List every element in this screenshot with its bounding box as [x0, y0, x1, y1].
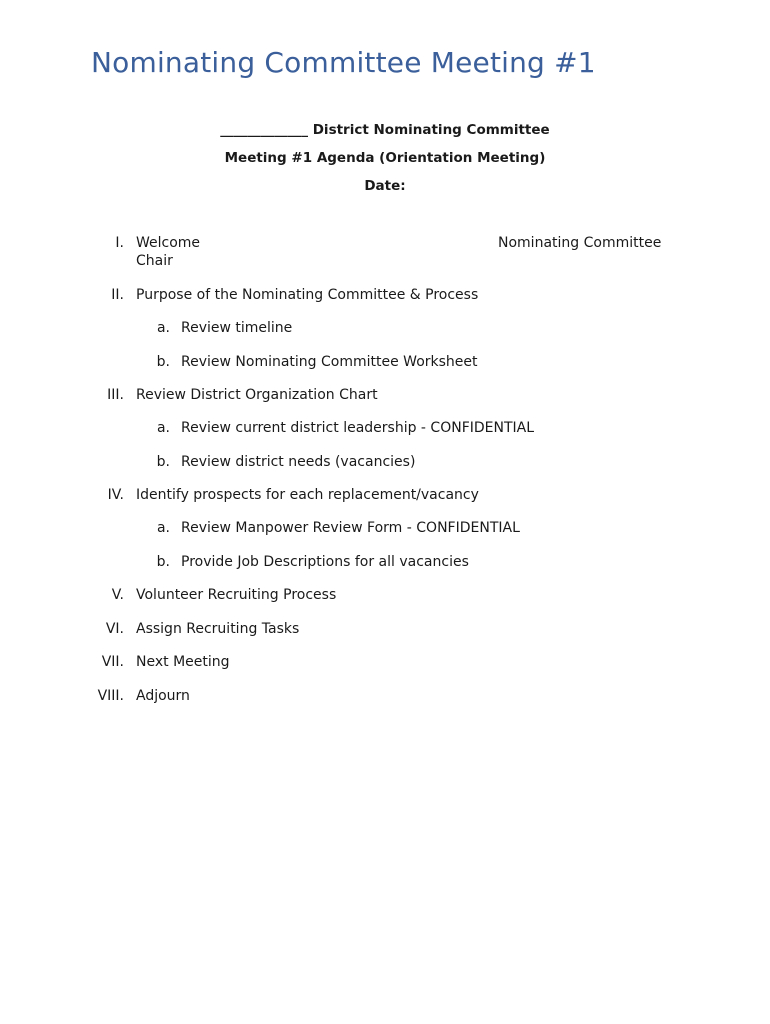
document-title: Nominating Committee Meeting #1	[91, 46, 596, 79]
sub-item-letter: b.	[156, 554, 170, 570]
nominating-committee-label: Nominating Committee	[498, 235, 662, 251]
sub-item-review-worksheet: Review Nominating Committee Worksheet	[181, 354, 478, 370]
agenda-item-welcome: Welcome	[136, 235, 201, 251]
item-number: V.	[111, 587, 124, 603]
sub-item-job-descriptions: Provide Job Descriptions for all vacancies	[181, 554, 469, 570]
item-number: IV.	[107, 487, 124, 503]
sub-item-letter: b.	[156, 354, 170, 370]
sub-item-manpower-form: Review Manpower Review Form - CONFIDENTIAL	[181, 520, 520, 536]
agenda-item-purpose: Purpose of the Nominating Committee & Process	[136, 287, 479, 303]
agenda-item-adjourn: Adjourn	[136, 688, 190, 704]
item-number: II.	[111, 287, 124, 303]
agenda-item-next-meeting: Next Meeting	[136, 654, 230, 670]
agenda-item-prospects: Identify prospects for each replacement/vacancy	[136, 487, 479, 503]
sub-item-letter: b.	[156, 454, 170, 470]
sub-item-letter: a.	[156, 420, 170, 436]
item-number: VI.	[105, 621, 124, 637]
committee-header: _____________ District Nominating Committee	[220, 122, 550, 138]
item-number: VIII.	[97, 688, 124, 704]
sub-item-letter: a.	[156, 520, 170, 536]
item-number: VII.	[101, 654, 124, 670]
item-number: III.	[107, 387, 124, 403]
agenda-item-recruiting-tasks: Assign Recruiting Tasks	[136, 621, 300, 637]
agenda-subtitle: Meeting #1 Agenda (Orientation Meeting)	[224, 150, 546, 166]
sub-item-letter: a.	[156, 320, 170, 336]
agenda-item-org-chart: Review District Organization Chart	[136, 387, 378, 403]
item-number: I.	[115, 235, 124, 251]
sub-item-current-leadership: Review current district leadership - CONFIDENTIAL	[181, 420, 535, 436]
date-label: Date:	[364, 178, 406, 194]
sub-item-district-needs: Review district needs (vacancies)	[181, 454, 416, 470]
agenda-item-welcome-chair: Chair	[136, 253, 173, 269]
agenda-item-recruiting-process: Volunteer Recruiting Process	[136, 587, 337, 603]
sub-item-review-timeline: Review timeline	[181, 320, 293, 336]
